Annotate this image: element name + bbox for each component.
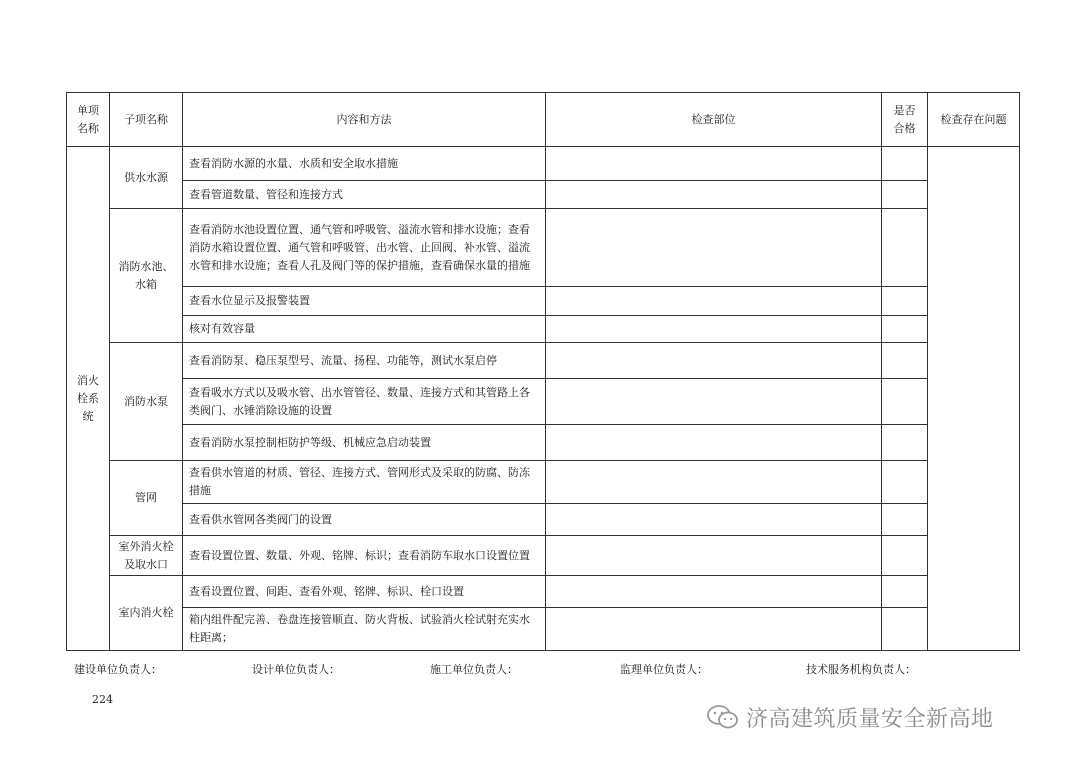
sub-name-cell: 室内消火栓: [110, 576, 183, 651]
page-number: 224: [92, 693, 113, 706]
location-cell[interactable]: [546, 379, 882, 425]
tech-signature-label: 技术服务机构负责人：: [806, 663, 916, 676]
content-cell: 查看供水管网各类阀门的设置: [183, 504, 546, 536]
location-cell[interactable]: [546, 343, 882, 379]
header-location: 检查部位: [546, 93, 882, 147]
content-cell: 查看消防水泵控制柜防护等级、机械应急启动装置: [183, 425, 546, 461]
location-cell[interactable]: [546, 504, 882, 536]
sub-name-cell: 管网: [110, 461, 183, 536]
content-cell: 查看消防水池设置位置、通气管和呼吸管、溢流水管和排水设施；查看消防水箱设置位置、通气管和呼吸管、出水管、止回阀、补水管、溢流水管和排水设施；查看人孔及阀门等的保护措施，查看确保水量的措施: [183, 209, 546, 287]
signature-footer: [0, 661, 1080, 679]
unit-name-cell: 消火栓系统: [67, 147, 110, 651]
content-cell: 核对有效容量: [183, 316, 546, 343]
table-row: [67, 461, 1020, 504]
pass-cell[interactable]: [882, 181, 928, 209]
table-row: [67, 209, 1020, 287]
content-cell: 查看消防泵、稳压泵型号、流量、扬程、功能等，测试水泵启停: [183, 343, 546, 379]
location-cell[interactable]: [546, 608, 882, 651]
sub-name-cell: 消防水泵: [110, 343, 183, 461]
header-unit: 单项名称: [67, 93, 110, 147]
content-cell: 查看水位显示及报警装置: [183, 287, 546, 316]
pass-cell[interactable]: [882, 504, 928, 536]
design-signature-label: 设计单位负责人：: [252, 663, 340, 676]
table-row: [67, 343, 1020, 379]
table-row: [67, 316, 1020, 343]
location-cell[interactable]: [546, 287, 882, 316]
header-sub: 子项名称: [110, 93, 183, 147]
content-cell: 查看设置位置、数量、外观、铭牌、标识；查看消防车取水口设置位置: [183, 536, 546, 576]
table-row: [67, 379, 1020, 425]
location-cell[interactable]: [546, 316, 882, 343]
build-signature-label: 施工单位负责人：: [430, 663, 518, 676]
pass-cell[interactable]: [882, 425, 928, 461]
pass-cell[interactable]: [882, 343, 928, 379]
sub-name-cell: 室外消火栓及取水口: [110, 536, 183, 576]
table-row: [67, 576, 1020, 608]
header-row: [67, 93, 1020, 147]
pass-cell[interactable]: [882, 379, 928, 425]
table-row: [67, 147, 1020, 181]
location-cell[interactable]: [546, 576, 882, 608]
table-row: [67, 287, 1020, 316]
location-cell[interactable]: [546, 181, 882, 209]
header-pass: 是否合格: [882, 93, 928, 147]
content-cell: 查看设置位置、间距、查看外观、铭牌、标识、栓口设置: [183, 576, 546, 608]
header-issues: 检查存在问题: [928, 93, 1020, 147]
table-row: [67, 608, 1020, 651]
pass-cell[interactable]: [882, 576, 928, 608]
table-row: [67, 536, 1020, 576]
sub-name-cell: 消防水池、水箱: [110, 209, 183, 343]
location-cell[interactable]: [546, 209, 882, 287]
pass-cell[interactable]: [882, 287, 928, 316]
watermark-text: 济高建筑质量安全新高地: [746, 706, 994, 732]
header-content: 内容和方法: [183, 93, 546, 147]
pass-cell[interactable]: [882, 209, 928, 287]
content-cell: 查看供水管道的材质、管径、连接方式、管网形式及采取的防腐、防冻措施: [183, 461, 546, 504]
construction-signature-label: 建设单位负责人：: [74, 663, 162, 676]
pass-cell[interactable]: [882, 536, 928, 576]
content-cell: 查看管道数量、管径和连接方式: [183, 181, 546, 209]
table-row: [67, 425, 1020, 461]
wechat-icon: [706, 703, 740, 731]
table-row: [67, 181, 1020, 209]
pass-cell[interactable]: [882, 461, 928, 504]
location-cell[interactable]: [546, 536, 882, 576]
pass-cell[interactable]: [882, 147, 928, 181]
table-row: [67, 504, 1020, 536]
supervision-signature-label: 监理单位负责人：: [620, 663, 708, 676]
content-cell: 箱内组件配完善、卷盘连接管顺直、防火背板、试验消火栓试射充实水柱距离；: [183, 608, 546, 651]
pass-cell[interactable]: [882, 608, 928, 651]
sub-name-cell: 供水水源: [110, 147, 183, 209]
location-cell[interactable]: [546, 461, 882, 504]
location-cell[interactable]: [546, 425, 882, 461]
pass-cell[interactable]: [882, 316, 928, 343]
location-cell[interactable]: [546, 147, 882, 181]
content-cell: 查看消防水源的水量、水质和安全取水措施: [183, 147, 546, 181]
watermark: [706, 702, 994, 732]
content-cell: 查看吸水方式以及吸水管、出水管管径、数量、连接方式和其管路上各类阀门、水锤消除设施的设置: [183, 379, 546, 425]
issues-cell[interactable]: [928, 147, 1020, 651]
inspection-table: [66, 92, 1020, 651]
